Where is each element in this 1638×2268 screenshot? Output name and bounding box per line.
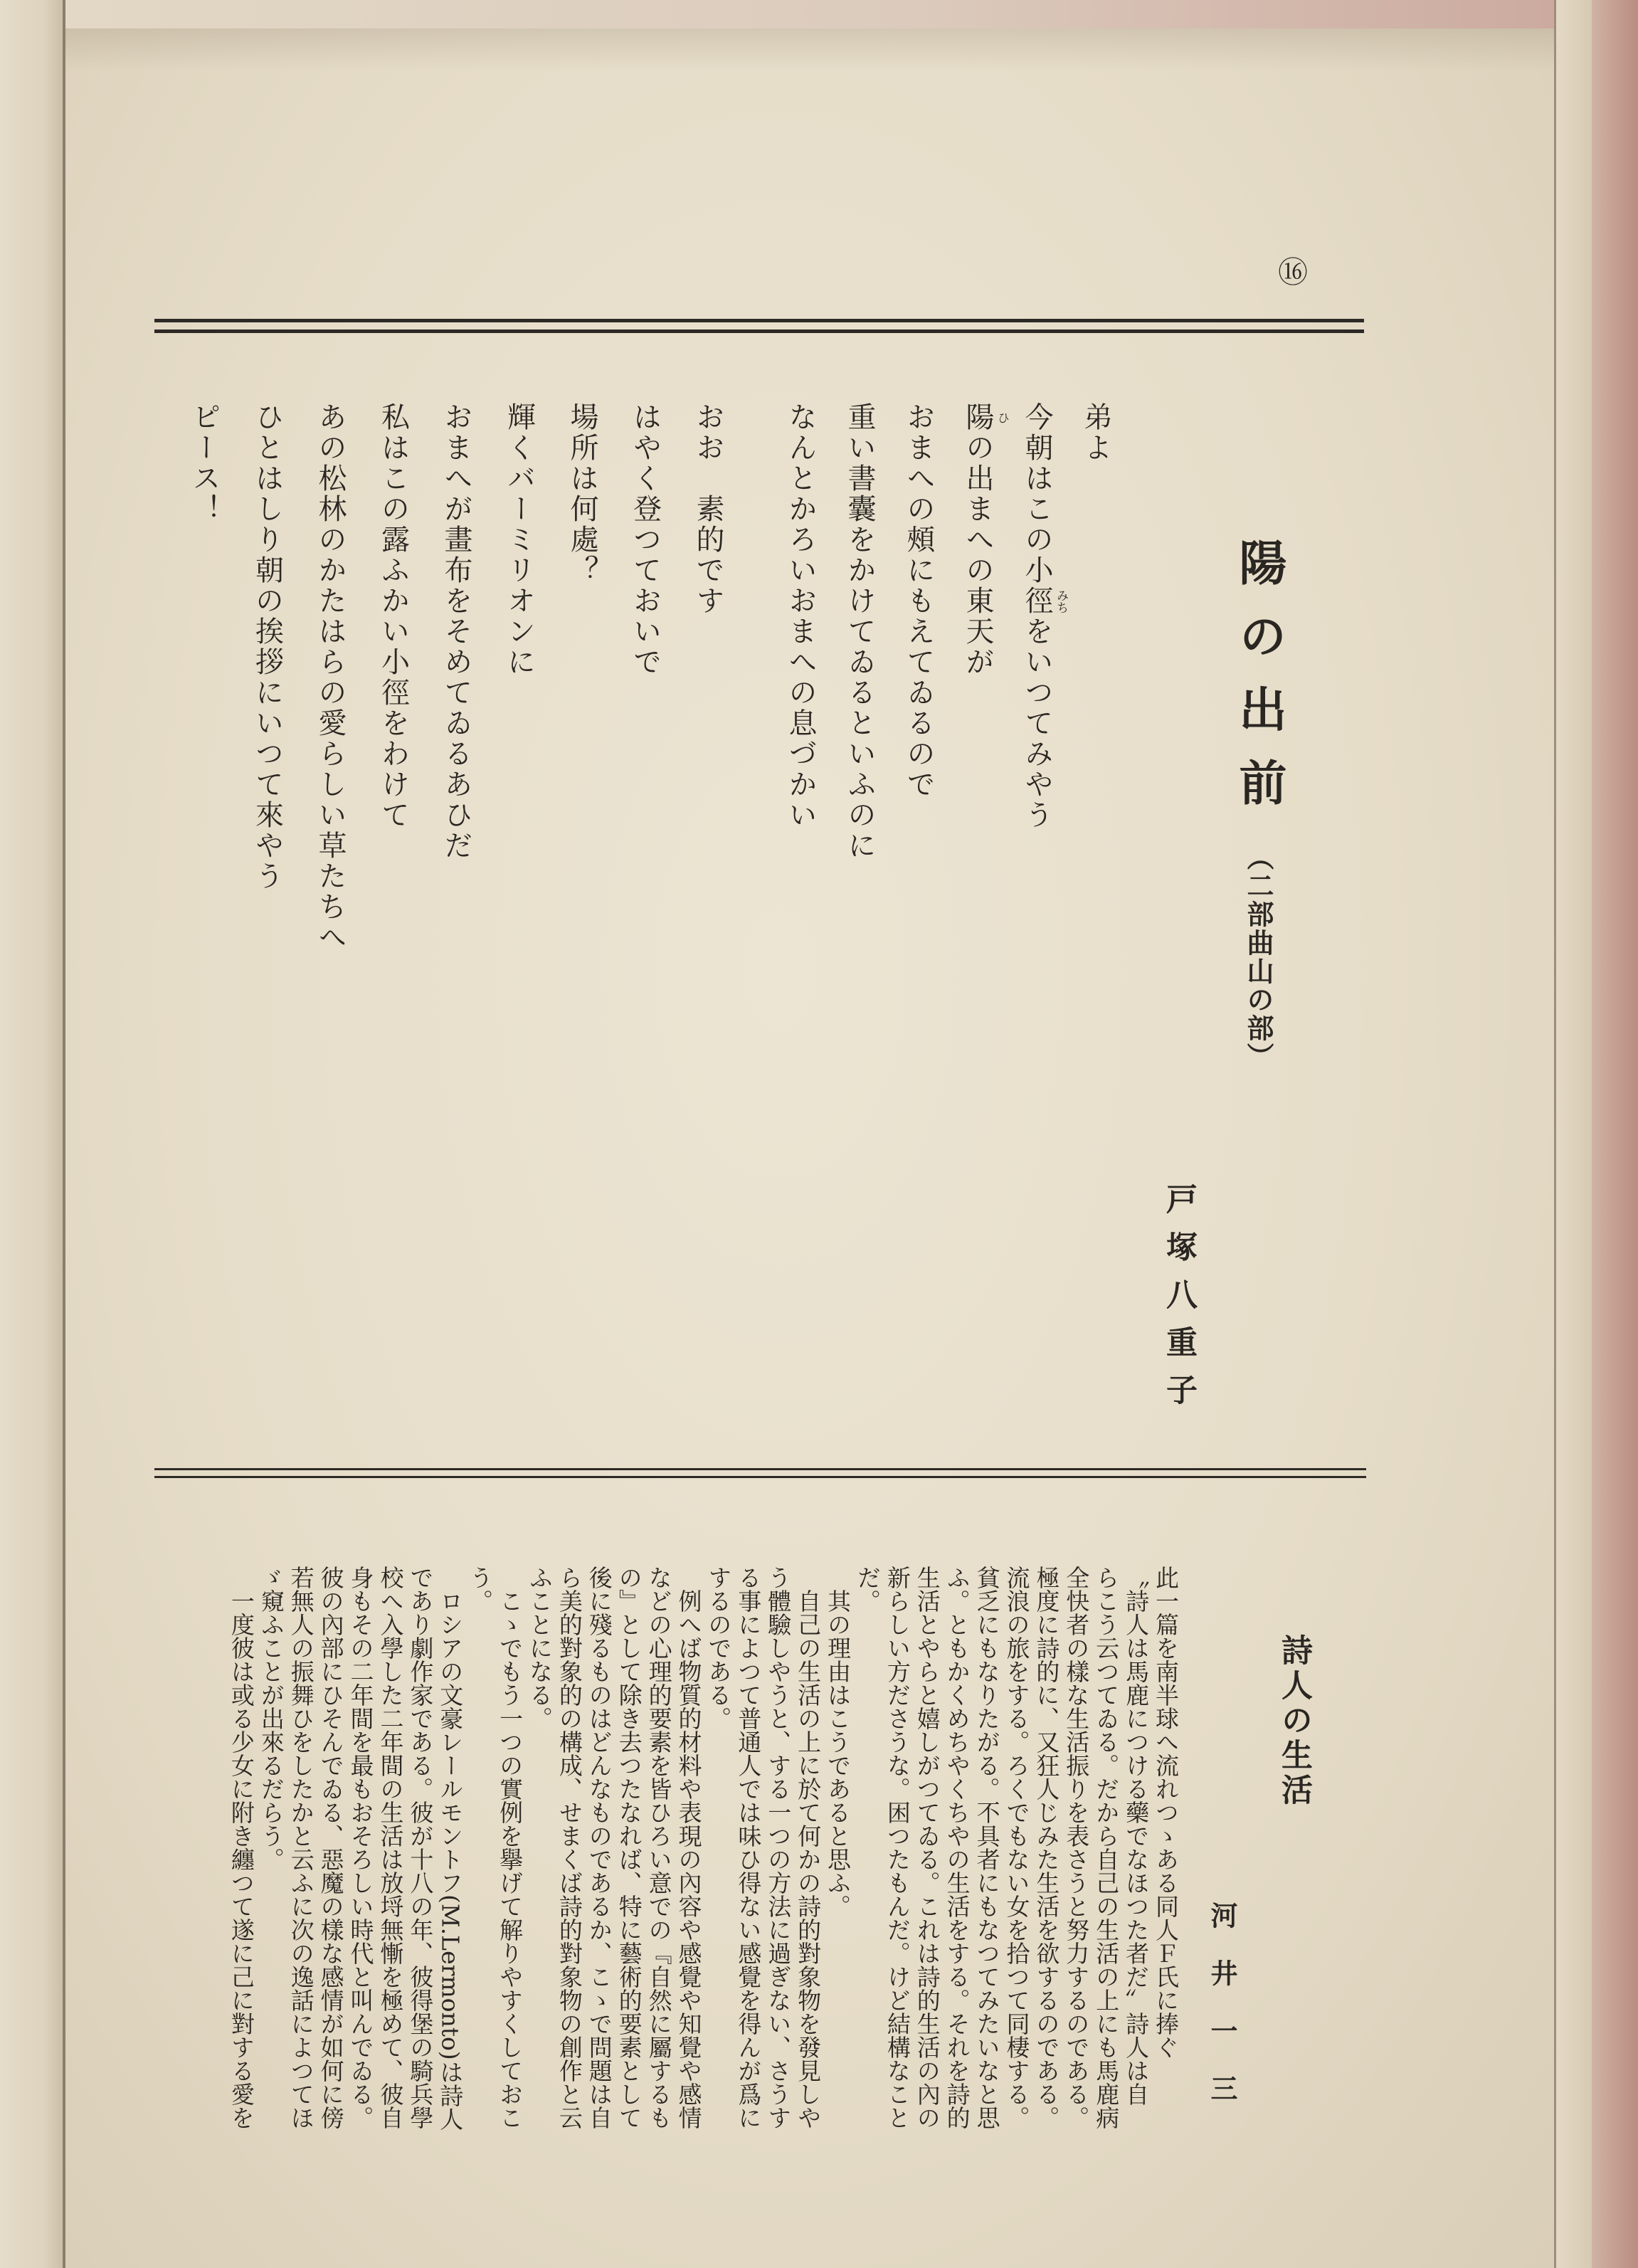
top-edge bbox=[65, 0, 1592, 28]
page-stack-edge bbox=[1556, 0, 1592, 2268]
essay-column: 身もその二年間を最もおそろしい時代と叫んでゐる。 bbox=[347, 1566, 375, 2129]
poem-line: ひとはしり朝の挨拶にいつて來やう bbox=[250, 402, 284, 892]
essay-column: う體驗しやうと、する一つの方法に過ぎない、さうす bbox=[764, 1566, 793, 2129]
essay-column: 後に殘るものはどんなものであるか、こゝで問題は自 bbox=[585, 1566, 613, 2129]
essay-body bbox=[226, 1566, 1180, 2135]
poem-line-text: の出まへの東天が bbox=[961, 433, 994, 677]
essay-column: ふ。ともかくめちやくちやの生活をする。それを詩的 bbox=[943, 1566, 971, 2129]
essay-column: 極度に詩的に、又狂人じみた生活を欲するのである。 bbox=[1032, 1566, 1061, 2129]
essay-column: 例へば物質的材料や表現の內容や感覺や知覺や感情 bbox=[675, 1589, 703, 2129]
top-double-rule bbox=[154, 319, 1364, 322]
ruby-base: 徑 bbox=[1020, 586, 1053, 616]
ruby-base: 陽 bbox=[961, 402, 994, 433]
poem-line: おまへが畫布をそめてゐるあひだ bbox=[440, 402, 472, 861]
ruby-annotation: ひ bbox=[995, 411, 1009, 423]
poem-line bbox=[1007, 402, 1066, 986]
essay-column: 新らしい方ださうな。困つたもんだ。けど結構なこと bbox=[883, 1566, 912, 2129]
poem-line-text: をいつてみやう bbox=[1020, 616, 1053, 830]
essay-column: 校へ入學した二年間の生活は放埒無慚を極めて、彼自 bbox=[376, 1566, 405, 2129]
poem-line: 私はこの露ふかい小徑をわけて bbox=[376, 402, 410, 830]
essay-column: などの心理的要素を皆ひろい意での『自然に屬するも bbox=[645, 1566, 673, 2129]
essay-column: 全快者の樣な生活振りを表さうと努力するのである。 bbox=[1062, 1566, 1091, 2129]
essay-column: だ。 bbox=[853, 1566, 882, 1613]
essay-column: ロシアの文豪レールモントフ(M.Lermonto)は詩人 bbox=[436, 1589, 465, 2131]
section-divider-rule bbox=[154, 1468, 1366, 1470]
essay-column: 生活とやらと嬉しがつてゐる。これは詩的生活の內の bbox=[913, 1566, 941, 2129]
poem-author: 戸塚八重子 bbox=[1161, 1183, 1197, 1421]
poem-subtitle: （二部曲山の部） bbox=[1242, 843, 1274, 1071]
poem-line: ピース！ bbox=[188, 402, 221, 524]
poem-line: 場所は何處？ bbox=[566, 402, 598, 586]
essay-column: ふことになる。 bbox=[525, 1566, 554, 1730]
previous-page-edge bbox=[0, 0, 63, 2268]
cover-edge bbox=[1592, 0, 1638, 2268]
essay-column: こゝでもう一つの實例を擧げて解りやすくしておこ bbox=[496, 1589, 524, 2129]
poem-line: 輝くバーミリオンに bbox=[502, 402, 536, 677]
essay-dedication: 此一篇を南半球へ流れつゝある同人Ｆ氏に捧ぐ bbox=[1152, 1566, 1180, 2059]
essay-column: る事によつて普通人では味ひ得ない感覺を得んが爲に bbox=[734, 1566, 763, 2129]
essay-column: 若無人の振舞ひをしたかと云ふに次の逸話によつてほ bbox=[287, 1566, 315, 2129]
ruby-group bbox=[1020, 586, 1068, 616]
top-double-rule bbox=[154, 329, 1364, 333]
essay-column: 其の理由はこうであると思ふ。 bbox=[824, 1589, 852, 1918]
poem-title: 陽の出前 bbox=[1232, 538, 1288, 831]
poem-line: はやく登つておいで bbox=[628, 402, 662, 677]
poem-line-text: 今朝はこの小 bbox=[1020, 402, 1053, 586]
poem-line: おまへの頰にもえてゐるので bbox=[902, 402, 935, 800]
poem-line: 重い書囊をかけてゐるといふのに bbox=[843, 402, 876, 861]
poem-line: なんとかろいおまへの息づかい bbox=[784, 402, 817, 830]
page-number: ⑯ bbox=[1277, 255, 1308, 290]
essay-title: 詩人の生活 bbox=[1276, 1634, 1312, 1808]
poem-stanza bbox=[172, 402, 739, 986]
essay-author: 河井一三 bbox=[1206, 1902, 1238, 2132]
poem-line: おお 素的です bbox=[692, 402, 724, 616]
essay-column: う。 bbox=[466, 1566, 495, 1613]
essay-column: 〝詩人は馬鹿につける藥でなほつた者だ〟詩人は自 bbox=[1122, 1566, 1151, 2106]
essay-column: 流浪の旅をする。ろくでもない女を拾つて同棲する。 bbox=[1003, 1566, 1031, 2129]
essay-column: の』として除き去つたなれば、特に藝術的要素として bbox=[615, 1566, 643, 2129]
essay-column: らこう云つてゐる。だから自己の生活の上にも馬鹿病 bbox=[1092, 1566, 1121, 2129]
section-divider-rule bbox=[154, 1476, 1366, 1478]
essay-column: するのである。 bbox=[704, 1566, 733, 1730]
ruby-annotation: みち bbox=[1054, 589, 1068, 613]
ruby-group bbox=[961, 402, 1009, 433]
essay-column: ら美的對象的の構成、せまくば詩的對象物の創作と云 bbox=[555, 1566, 583, 2129]
essay-column: 自己の生活の上に於て何かの詩的對象物を發見しや bbox=[794, 1589, 823, 2129]
page-top-shadow bbox=[65, 28, 1554, 71]
poem-line bbox=[948, 402, 1007, 986]
poem-line: 弟よ bbox=[1079, 402, 1112, 463]
essay-column: 一度彼は或る少女に附き纏つて遂に己に對する愛を bbox=[227, 1589, 255, 2129]
essay-column: であり劇作家である。彼が十八の年、彼得堡の騎兵學 bbox=[406, 1566, 435, 2129]
essay-column: ゞ窺ふことが出來るだらう。 bbox=[257, 1566, 285, 1871]
poem-line: あの松林のかたはらの愛らしい草たちへ bbox=[314, 402, 347, 953]
poem-stanza bbox=[771, 402, 1125, 986]
essay-column: 彼の內部にひそんでゐる、惡魔の樣な感情が如何に傍 bbox=[317, 1566, 345, 2129]
essay-column: 貧乏にもなりたがる。不具者にもなつてみたいなと思 bbox=[973, 1566, 1001, 2129]
